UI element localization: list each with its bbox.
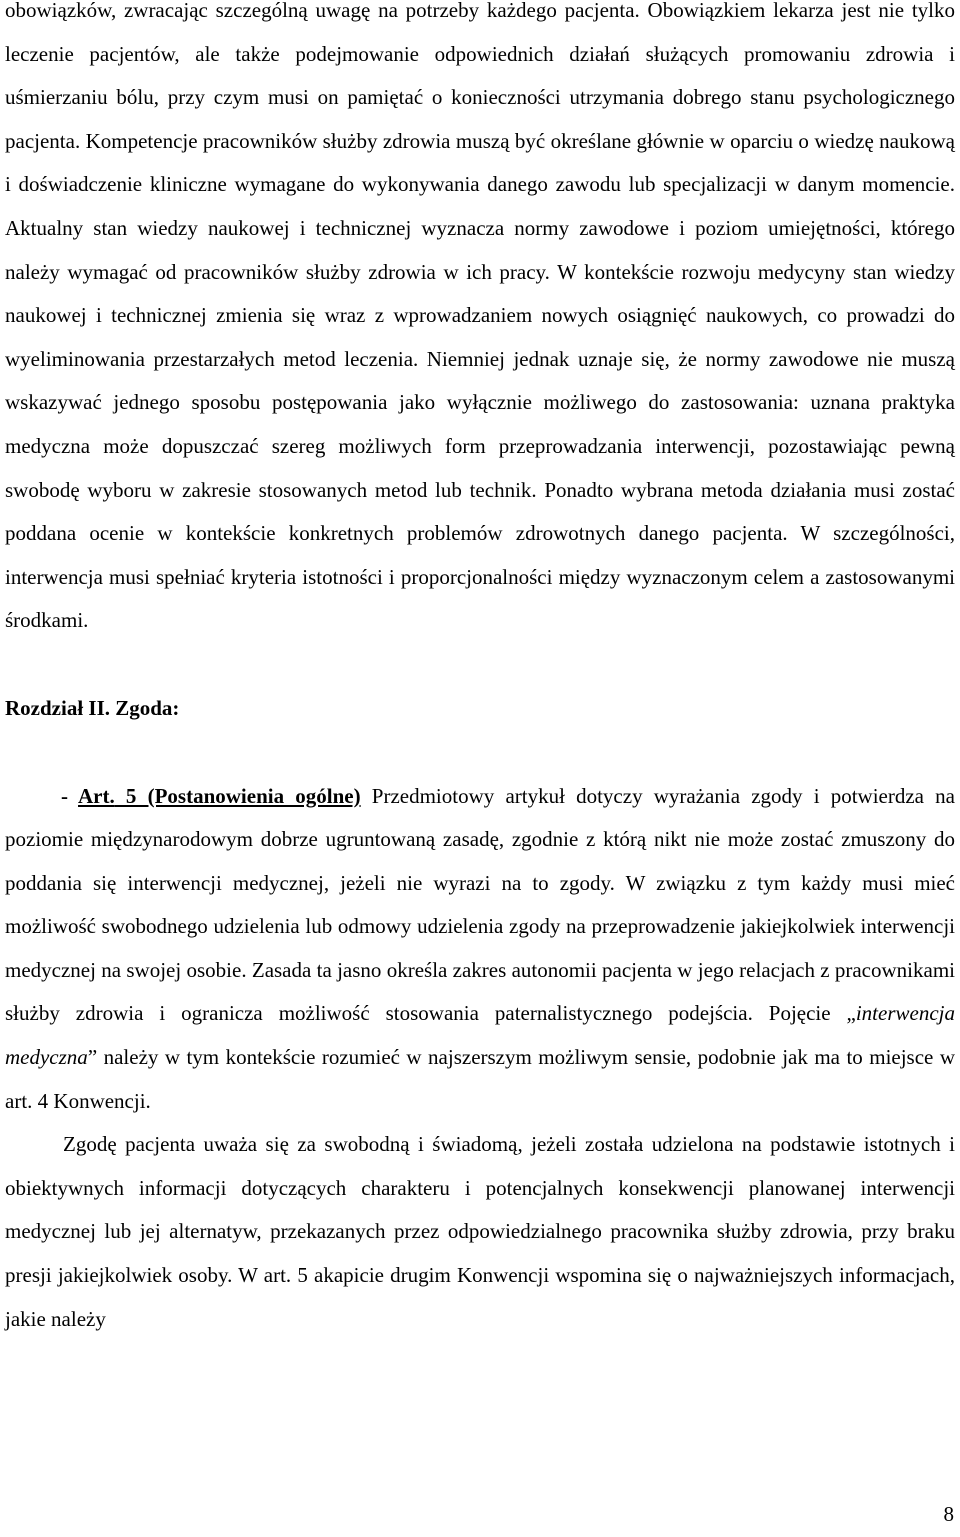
article-5-paragraph: [5, 775, 955, 1124]
page-number: 8: [943, 1502, 954, 1526]
chapter-heading: Rozdział II. Zgoda:: [5, 695, 180, 720]
article-text-part-1: Przedmiotowy artykuł dotyczy wyrażania zgody i potwierdza na poziomie międzynarodowym dobrze ugruntowaną zasadę, zgodnie z którą nikt nie może zostać zmuszony do poddania się interwencji medycznej, jeżeli nie wyrazi na to zgody. W związku z tym każdy musi mieć możliwość swobodnego udzielenia lub odmowy udzielenia zgody na przeprowadzenie jakiejkolwiek interwencji medycznej na swojej osobie. Zasada ta jasno określa zakres autonomii pacjenta w jego relacjach z pracownikami służby zdrowia i ogranicza możliwość stosowania paternalistycznego podejścia. Pojęcie „: [5, 783, 955, 1026]
article-label: [61, 784, 361, 808]
document-page: [5, 0, 955, 1341]
paragraph-3: Zgodę pacjenta uważa się za swobodną i świadomą, jeżeli została udzielona na podstawie istotnych i obiektywnych informacji dotyczących charakteru i potencjalnych konsekwencji planowanej interwencji medycznej lub jej alternatyw, przekazanych przez odpowiedzialnego pracownika służby zdrowia, przy braku presji jakiejkolwiek osoby. W art. 5 akapicie drugim Konwencji wspomina się o najważniejszych informacjach, jakie należy: [5, 1132, 955, 1331]
article-label-art: Art.: [78, 783, 115, 808]
article-dash: -: [61, 783, 79, 808]
chapter-heading-block: [5, 687, 955, 731]
paragraph-1: obowiązków, zwracając szczególną uwagę na potrzeby każdego pacjenta. Obowiązkiem lekarza jest nie tylko leczenie pacjentów, ale także podejmowanie odpowiednich działań służących promowaniu zdrowia i uśmierzaniu bólu, przy czym musi on pamiętać o konieczności utrzymania dobrego stanu psychologicznego pacjenta. Kompetencje pracowników służby zdrowia muszą być określane głównie w oparciu o wiedzę naukową i doświadczenie kliniczne wymagane do wykonywania danego zawodu lub specjalizacji w danym momencie. Aktualny stan wiedzy naukowej i technicznej wyznacza normy zawodowe i poziom umiejętności, którego należy wymagać od pracowników służby zdrowia w ich pracy. W kontekście rozwoju medycyny stan wiedzy naukowej i technicznej zmienia się wraz z wprowadzaniem nowych osiągnięć naukowych, co prowadzi do wyeliminowania przestarzałych metod leczenia. Niemniej jednak uznaje się, że normy zawodowe nie muszą wskazywać jednego sposobu postępowania jako wyłącznie możliwego do zastosowania: uznana praktyka medyczna może dopuszczać szereg możliwych form przeprowadzania interwencji, pozostawiając pewną swobodę wyboru w zakresie stosowanych metod lub technik. Ponadto wybrana metoda działania musi zostać poddana ocenie w kontekście konkretnych problemów zdrowotnych danego pacjenta. W szczególności, interwencja musi spełniać kryteria istotności i proporcjonalności między wyznaczonym celem a zastosowanymi środkami.: [5, 0, 955, 633]
article-text-part-2: ” należy w tym kontekście rozumieć w najszerszym możliwym sensie, podobnie jak ma to miejsce w art. 4 Konwencji.: [5, 1045, 955, 1113]
article-italic-term: interwencja medyczna: [5, 1001, 955, 1070]
article-label-title: 5 (Postanowienia ogólne): [114, 783, 361, 808]
